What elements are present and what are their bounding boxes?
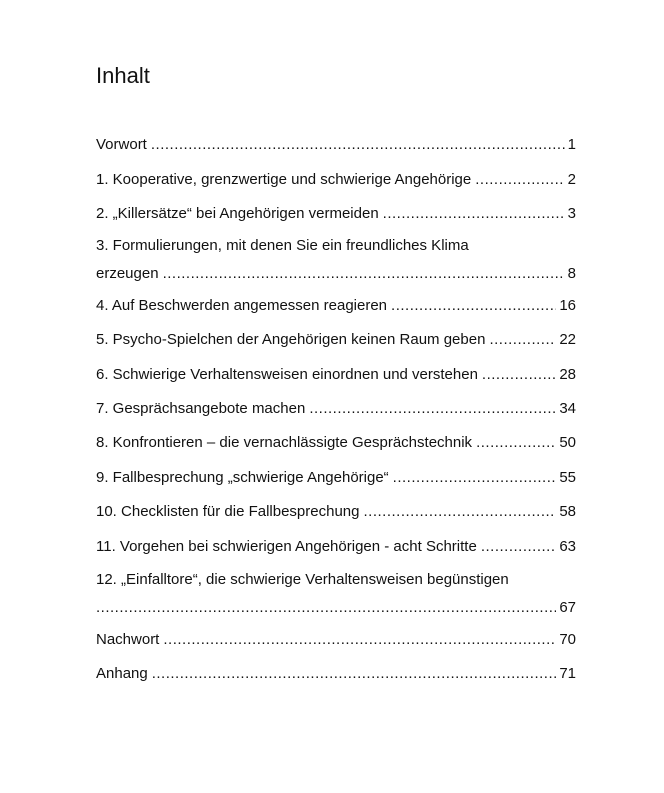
toc-dot-leader bbox=[391, 296, 556, 316]
toc-dot-leader bbox=[163, 264, 565, 284]
toc-entry-text: Vorwort bbox=[96, 136, 147, 153]
toc-entry-chapter-11 bbox=[96, 537, 576, 557]
toc-dot-leader bbox=[163, 630, 556, 650]
toc-page-number: 63 bbox=[559, 538, 576, 555]
toc-title: Inhalt bbox=[96, 63, 150, 88]
toc-page-number: 50 bbox=[559, 434, 576, 451]
toc-dot-leader bbox=[383, 204, 565, 224]
toc-entry-text: 9. Fallbesprechung „schwierige Angehörige“ bbox=[96, 469, 389, 486]
toc-dot-leader bbox=[309, 399, 556, 419]
toc-entry-text: 6. Schwierige Verhaltensweisen einordnen und verstehen bbox=[96, 366, 478, 383]
toc-dot-leader bbox=[152, 664, 557, 684]
toc-entry-text: 4. Auf Beschwerden angemessen reagieren bbox=[96, 297, 388, 314]
toc-dot-leader bbox=[393, 468, 557, 488]
toc-entry-anhang bbox=[96, 664, 576, 684]
toc-entry-chapter-10 bbox=[96, 502, 576, 522]
toc-entry-text: 3. Formulierungen, mit denen Sie ein freundliches Klima bbox=[96, 237, 469, 254]
toc-page-number: 28 bbox=[559, 366, 576, 383]
toc-entry-text: 2. „Killersätze“ bei Angehörigen vermeiden bbox=[96, 205, 379, 222]
toc-dot-leader bbox=[489, 330, 556, 350]
toc-dot-leader bbox=[481, 537, 557, 557]
toc-entry-chapter-6 bbox=[96, 365, 576, 385]
toc-entry-text: 5. Psycho-Spielchen der Angehörigen keinen Raum geben bbox=[96, 331, 486, 348]
toc-entry-text: 12. „Einfalltore“, die schwierige Verhaltensweisen begünstigen bbox=[96, 571, 509, 588]
toc-page-number: 67 bbox=[559, 599, 576, 616]
toc-entry-vorwort bbox=[96, 135, 576, 155]
toc-entry-text-continued: erzeugen bbox=[96, 265, 159, 282]
toc-page-number: 34 bbox=[559, 400, 576, 417]
toc-page-number: 2 bbox=[567, 171, 576, 188]
toc-entry-text: 7. Gesprächsangebote machen bbox=[96, 400, 306, 417]
toc-entry-text: Anhang bbox=[96, 665, 148, 682]
toc-page-number: 22 bbox=[559, 331, 576, 348]
toc-dot-leader bbox=[476, 433, 556, 453]
toc-dot-leader bbox=[475, 170, 564, 190]
toc-entry-text: Nachwort bbox=[96, 631, 160, 648]
toc-page-number: 3 bbox=[567, 205, 576, 222]
toc-entry-nachwort bbox=[96, 630, 576, 650]
toc-page-number: 70 bbox=[559, 631, 576, 648]
toc-dot-leader bbox=[363, 502, 556, 522]
toc-dot-leader bbox=[482, 365, 556, 385]
toc-dot-leader bbox=[151, 135, 565, 155]
toc-entry-chapter-1 bbox=[96, 170, 576, 190]
toc-entry-chapter-7 bbox=[96, 399, 576, 419]
toc-page-number: 71 bbox=[559, 665, 576, 682]
toc-entry-chapter-4 bbox=[96, 296, 576, 316]
toc-entry-text: 1. Kooperative, grenzwertige und schwierige Angehörige bbox=[96, 171, 472, 188]
toc-page-number: 58 bbox=[559, 503, 576, 520]
toc-dot-leader bbox=[96, 598, 556, 618]
toc-entry-text: 8. Konfrontieren – die vernachlässigte Gesprächstechnik bbox=[96, 434, 473, 451]
toc-page-number: 1 bbox=[567, 136, 576, 153]
toc-entry-chapter-12 bbox=[96, 570, 576, 618]
toc-entry-chapter-9 bbox=[96, 468, 576, 488]
toc-entry-text: 10. Checklisten für die Fallbesprechung bbox=[96, 503, 360, 520]
toc-entry-chapter-2 bbox=[96, 204, 576, 224]
toc-entry-text: 11. Vorgehen bei schwierigen Angehörigen - acht Schritte bbox=[96, 538, 477, 555]
toc-page-number: 8 bbox=[567, 265, 576, 282]
toc-page-number: 16 bbox=[559, 297, 576, 314]
toc-entry-chapter-5 bbox=[96, 330, 576, 350]
toc-entry-chapter-8 bbox=[96, 433, 576, 453]
toc-page-number: 55 bbox=[559, 469, 576, 486]
toc-entry-chapter-3 bbox=[96, 236, 576, 284]
